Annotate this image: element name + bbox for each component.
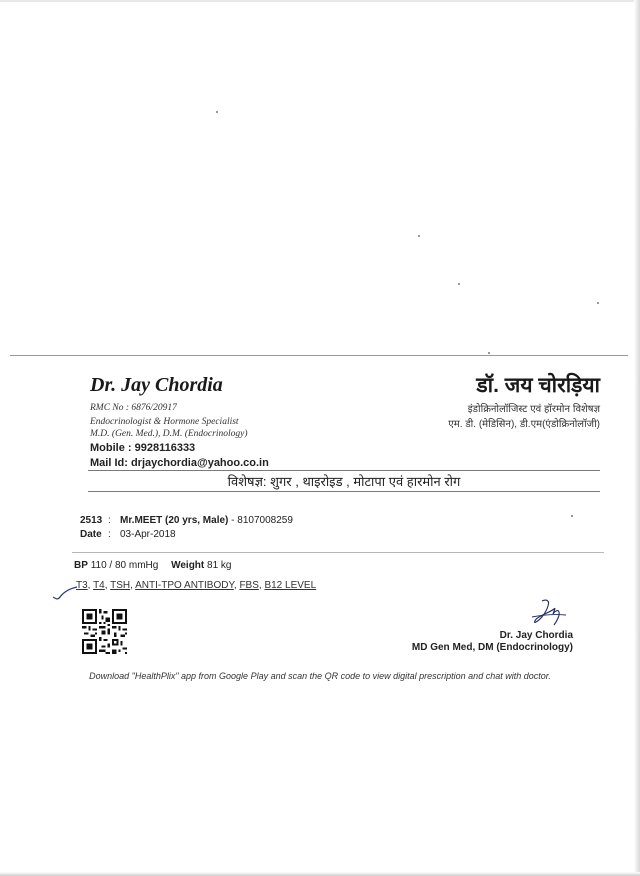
test-item: ANTI-TPO ANTIBODY xyxy=(135,580,234,591)
vitals-rule xyxy=(72,552,604,553)
bp-value: 110 / 80 mmHg xyxy=(90,560,159,571)
doctor-specialty-english: Endocrinologist & Hormone Specialist xyxy=(90,417,239,427)
scan-edge-top xyxy=(0,0,640,2)
colon: : xyxy=(108,515,111,526)
scan-speck xyxy=(597,302,599,304)
patient-phone: - 8107008259 xyxy=(228,515,293,526)
mobile-label: Mobile : xyxy=(90,442,135,454)
doctor-specialty-hindi: इंडोक्रिनोलॉजिस्ट एवं हॉरमोन विशेषज्ञ xyxy=(467,404,600,415)
scan-speck xyxy=(458,283,460,285)
test-item: T3 xyxy=(76,580,88,591)
tests-list: T3, T4, TSH, ANTI-TPO ANTIBODY, FBS, B12 LEVEL xyxy=(76,580,317,591)
test-item: B12 LEVEL xyxy=(264,580,317,591)
weight-value: 81 kg xyxy=(207,560,232,571)
letterhead-top-rule xyxy=(10,355,628,356)
mail-label: Mail Id: xyxy=(90,457,131,469)
scan-speck xyxy=(571,515,573,517)
test-item: T4 xyxy=(93,580,105,591)
scan-edge-right xyxy=(634,0,640,876)
specialty-banner: विशेषज्ञ: शुगर , थाइरोइड , मोटापा एवं हारमोन रोग xyxy=(227,474,461,489)
banner-rule-bottom xyxy=(88,491,600,492)
test-item: TSH xyxy=(110,580,131,591)
healthplix-footer-note: Download "HealthPlix" app from Google Play and scan the QR code to view digital prescription and chat with doctor. xyxy=(89,671,551,681)
doctor-name-hindi: डॉ. जय चोरड़िया xyxy=(476,374,600,397)
patient-name: Mr.MEET (20 yrs, Male) xyxy=(120,515,229,526)
patient-row xyxy=(80,515,293,526)
doctor-name-english: Dr. Jay Chordia xyxy=(90,374,223,396)
handwritten-check-mark xyxy=(52,586,78,600)
date-row xyxy=(80,529,176,540)
bp-label: BP xyxy=(74,560,88,571)
banner-rule-top xyxy=(88,470,600,471)
colon: : xyxy=(108,529,111,540)
scan-speck xyxy=(216,111,218,113)
mail-address: drjaychordia@yahoo.co.in xyxy=(130,457,269,469)
qr-code-icon xyxy=(82,609,127,654)
doctor-email xyxy=(90,457,269,469)
vitals-row xyxy=(74,560,232,571)
signature-doctor-name: Dr. Jay Chordia xyxy=(499,630,573,641)
scan-edge-bottom xyxy=(0,872,640,876)
doctor-mobile xyxy=(90,442,195,454)
patient-id: 2513 xyxy=(80,515,103,526)
scan-speck xyxy=(488,352,490,354)
signature-qualifications: MD Gen Med, DM (Endocrinology) xyxy=(411,642,573,653)
doctor-qualifications-english: M.D. (Gen. Med.), D.M. (Endocrinology) xyxy=(90,429,248,439)
scan-speck xyxy=(418,235,420,237)
test-item: FBS xyxy=(239,580,259,591)
doctor-qualifications-hindi: एम. डी. (मेडिसिन), डी.एम(एंडोक्रिनोलॉजी) xyxy=(448,419,600,430)
weight-label: Weight xyxy=(171,560,205,571)
mobile-number: 9928116333 xyxy=(134,442,196,454)
date-label: Date xyxy=(80,529,102,540)
handwritten-signature xyxy=(528,598,568,628)
rmc-number: RMC No : 6876/20917 xyxy=(90,403,177,413)
visit-date: 03-Apr-2018 xyxy=(120,529,176,540)
